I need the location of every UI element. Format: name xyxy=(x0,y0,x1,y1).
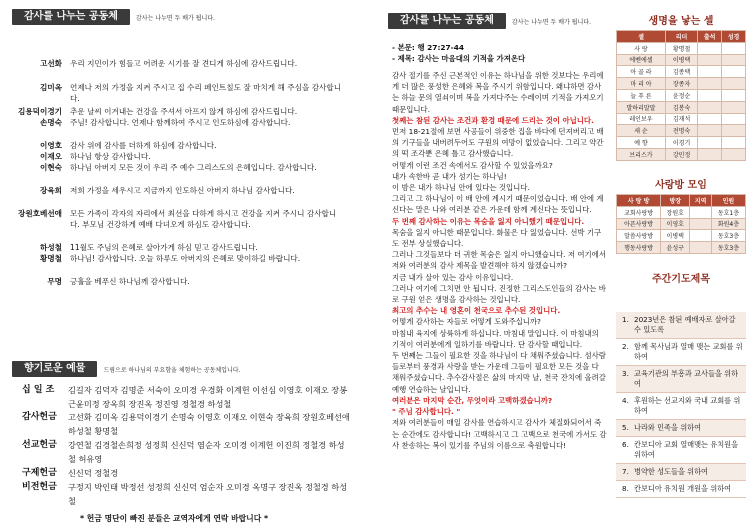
cells-cell: 에벤에셀 xyxy=(617,54,666,66)
sermon-paragraph: " 주님 감사합니다. " xyxy=(392,407,461,417)
cells-header-cell: 셀 xyxy=(617,31,666,43)
sermon-paragraph: 저와 여러분들이 매일 감사를 연습하시고 감사가 체질화되어서 죽는 순간에도 감사합니다! 고백하시고 그 고백으로 천국에 가서도 감사 찬송하는 복이 있기를 주님의 이름으로 축원합니다! xyxy=(392,418,607,450)
cells-cell: 강민정 xyxy=(665,148,697,160)
gratitude-name: 고선화 xyxy=(39,59,62,68)
prayer-number: 7. xyxy=(622,467,629,476)
sermon-paragraph: 어떻게 이런 조건 속에서도 감사할 수 있었을까요? xyxy=(392,160,553,170)
cells-cell xyxy=(698,89,722,101)
prayer-text: 나라와 민족을 위하여 xyxy=(634,423,702,432)
rooms-header-cell: 인원 xyxy=(711,195,745,207)
cells-cell xyxy=(722,101,746,113)
offering-names: 김길자 김덕자 김명준 서숙이 오미경 우경화 이계헌 이선심 이영호 이재오 장봉근윤미정 장옥희 장진옥 정진영 정철경 하성철 xyxy=(68,385,348,409)
cells-cell xyxy=(722,113,746,125)
prayer-text: 교육기관의 부흥과 교사들을 위하여 xyxy=(634,369,739,388)
gratitude-row xyxy=(0,82,345,104)
gratitude-name: 이현숙 xyxy=(39,163,62,172)
rooms-cell: 이영호 xyxy=(661,218,690,230)
cells-cell: 늘 푸 른 xyxy=(617,89,666,101)
cells-cell: 김봉숙 xyxy=(665,101,697,113)
cells-cell xyxy=(698,54,722,66)
gratitude-text: 추운 날씨 이겨내는 건강을 주셔서 아프지 않게 하심에 감사드립니다. xyxy=(70,107,298,116)
cells-cell xyxy=(722,125,746,137)
cells-cell: 브리스가 xyxy=(617,148,666,160)
cells-row xyxy=(617,125,746,137)
prayer-item xyxy=(616,312,746,339)
rooms-cell: 동호3층 xyxy=(711,230,745,242)
prayer-number: 3. xyxy=(622,369,629,378)
gratitude-text: 감사 위에 감사를 더하게 하심에 감사합니다. xyxy=(70,141,217,150)
sermon-paragraph: 이 밤은 내가 하나님 안에 있다는 것입니다. xyxy=(392,183,530,193)
cells-cell: 마 리 아 xyxy=(617,78,666,90)
cells-cell: 새 순 xyxy=(617,125,666,137)
cells-row xyxy=(617,42,746,54)
cells-row xyxy=(617,101,746,113)
gratitude-text: 하나님 아버지 모든 것이 우리 주 예수 그리스도의 은혜입니다. 감사합니다. xyxy=(70,163,317,172)
cells-row xyxy=(617,54,746,66)
cells-row xyxy=(617,148,746,160)
rooms-cell: 동호1층 xyxy=(711,206,745,218)
rooms-table xyxy=(616,194,746,254)
prayer-item xyxy=(616,366,746,393)
rooms-cell: 교회사랑방 xyxy=(617,206,661,218)
offering-row xyxy=(22,466,352,480)
cells-cell: 황명철 xyxy=(665,42,697,54)
gratitude-text: 저희 가정을 세우시고 지금까지 인도하신 아버지 하나님 감사합니다. xyxy=(70,186,295,195)
sermon-paragraph: 그러나 여기에 그치면 안 됩니다. 진정한 그리스도인들의 감사는 바로 구원 얻은 생명을 감사하는 것입니다. xyxy=(392,283,606,305)
cells-cell: 이병택 xyxy=(665,54,697,66)
rooms-cell xyxy=(690,242,712,254)
gratitude-text: 우리 지민이가 힘들고 어려운 시기를 잘 견디게 하심에 감사드립니다. xyxy=(70,59,298,68)
gratitude-name: 이재오 xyxy=(39,152,62,161)
sermon-paragraph: 어떻게 감사하는 자들로 어떻게 도와주십니까? xyxy=(392,317,541,327)
sermon-paragraph: 두 번째는 그들이 필요한 것을 하나님이 다 채워주셨습니다. 섬사람들로부터 풍경과 사랑을 받는 가운데 그들이 필요한 모든 것을 다 채워주셨습니다. 추수감사절은 삶의 마지막 날, 천국 잔치에 올려갈 예행 연습하는 날입니다. xyxy=(392,351,606,394)
cells-cell: 전명숙 xyxy=(665,125,697,137)
sermon-paragraph: 먼저 18-21절에 보면 사공들이 위중한 집을 바다에 던져버리고 배의 기구들을 내버려두어도 구원의 여망이 없었습니다. 그리고 약간의 떡 조각뿐 은혜 틀고 감사했습니다. xyxy=(392,127,604,159)
right-gratitude-title: 감사를 나누는 공동체 xyxy=(388,13,506,29)
gratitude-name: 장원호베선애 xyxy=(17,209,62,218)
sermon-paragraph: 감사 절기를 주신 근본적인 이유는 하나님을 위한 것보다는 우리에게 더 많은 풍성한 은혜와 복을 주시기 위함입니다. 왜냐하면 감사는 하늘 문의 열쇠이며 복을 가져다주는 수레이며 기적을 가져오기 때문입니다. xyxy=(392,71,604,114)
offering-category: 구제헌금 xyxy=(22,468,57,478)
gratitude-note: 감사는 나누면 두 배가 됩니다. xyxy=(135,14,215,22)
sermon-paragraph: 지금 내가 살아 있는 감사 이유입니다. xyxy=(392,272,514,282)
cells-cell xyxy=(698,125,722,137)
offering-category: 십 일 조 xyxy=(22,385,55,395)
sermon-scripture: - 본문: 행 27:27-44 xyxy=(392,43,465,52)
gratitude-name: 손명숙 xyxy=(39,118,62,127)
offering-row xyxy=(22,438,352,466)
gratitude-row xyxy=(0,162,345,173)
cells-cell xyxy=(722,78,746,90)
cells-cell xyxy=(698,42,722,54)
sermon-info xyxy=(392,42,525,64)
rooms-header-row xyxy=(617,195,746,207)
rooms-cell xyxy=(690,218,712,230)
sermon-title: - 제목: 감사는 마음대의 기적을 가져온다 xyxy=(392,54,526,63)
gratitude-row xyxy=(0,58,345,69)
cells-cell xyxy=(698,78,722,90)
gratitude-row xyxy=(0,208,345,230)
cells-cell xyxy=(698,148,722,160)
prayer-number: 4. xyxy=(622,396,629,405)
rooms-header-cell: 방장 xyxy=(661,195,690,207)
prayer-number: 5. xyxy=(622,423,629,432)
gratitude-row xyxy=(0,117,345,128)
rooms-row xyxy=(617,206,746,218)
gratitude-text: 언제나 저의 가정을 지켜 주시고 집 수리 페인트칠도 잘 마치게 해 주심을 감사합니다. xyxy=(70,83,342,103)
gratitude-row xyxy=(0,151,345,162)
offering-row xyxy=(22,410,352,438)
offering-row xyxy=(22,480,352,508)
rooms-cell: 장원호 xyxy=(661,206,690,218)
cells-title: 생명을 낳는 셀 xyxy=(648,16,714,27)
prayer-item xyxy=(616,437,746,464)
prayer-text: 칸보디아 교회 열매맺는 유치원을 위하여 xyxy=(634,440,739,459)
cells-row xyxy=(617,137,746,149)
sermon-paragraph: 그러나 그것들보다 더 귀한 목숨은 잃지 아니했습니다. 저 여기에서 저와 여러분의 감사 제목을 발견해야 하지 않겠습니까? xyxy=(392,250,606,271)
prayer-text: 2023년은 참된 예배자로 살아갈 수 있도록 xyxy=(634,315,736,334)
cells-cell xyxy=(698,113,722,125)
sermon-paragraph: 그리고 그 하나님이 이 배 안에 계시기 때문이었습니다. 배 안에 계신다는 말은 나와 여러분 같은 가운데 함께 계신다는 뜻입니다. xyxy=(392,194,604,215)
cells-cell: 예 향 xyxy=(617,137,666,149)
rooms-cell: 행동사랑방 xyxy=(617,242,661,254)
rooms-row xyxy=(617,218,746,230)
cells-cell xyxy=(722,137,746,149)
prayer-text: 칸보디아 유치원 개원을 위하여 xyxy=(634,484,732,493)
cells-row xyxy=(617,113,746,125)
sermon-paragraph: 두 번째 감사하는 이유는 목숨을 잃지 아니했기 때문입니다. xyxy=(392,216,585,226)
gratitude-text: 하나님 항상 감사합니다. xyxy=(70,152,151,161)
prayer-header xyxy=(616,272,746,288)
prayer-text: 후원하는 선교지와 국내 교회를 위하여 xyxy=(634,396,741,415)
gratitude-text: 긍휼을 베푸신 하나님께 감사합니다. xyxy=(70,277,190,286)
rooms-section xyxy=(616,178,746,254)
offering-names: 강연철 김경철손희정 성정희 신신덕 염순자 오미경 이계헌 이진희 정철경 하성철 허유영 xyxy=(68,440,345,464)
gratitude-header xyxy=(12,8,215,26)
cells-cell xyxy=(722,66,746,78)
gratitude-name: 하성철 xyxy=(39,243,62,252)
right-gratitude-note: 감사는 나누면 두 배가 됩니다. xyxy=(511,18,591,26)
cells-cell: 아 골 라 xyxy=(617,66,666,78)
offering-note: 드림으로 하나님의 부요함을 체험하는 공동체입니다. xyxy=(103,366,241,374)
offering-names: 고선화 김미옥 김용덕이경기 손명숙 이영호 이재오 이현숙 장육희 장원호베선애 하성철 황명철 xyxy=(68,412,350,436)
sermon-paragraph: 마침내 육지에 상륙하게 하십니다. 마침내 말입니다. 이 마침내의 기적이 여러분에게 일하기를 바랍니다. 단 감사할 때입니다. xyxy=(392,328,599,349)
cells-row xyxy=(617,78,746,90)
sermon-paragraph: 첫째는 참된 감사는 조건과 환경 때문에 드리는 것이 아닙니다. xyxy=(392,115,594,125)
prayer-item xyxy=(616,481,746,498)
right-gratitude-header xyxy=(388,12,591,30)
cells-section xyxy=(616,14,746,161)
rooms-cell xyxy=(690,230,712,242)
rooms-cell: 아픈사랑방 xyxy=(617,218,661,230)
cells-cell xyxy=(698,137,722,149)
cells-cell: 김종택 xyxy=(665,66,697,78)
offering-names: 구정지 박인태 박정선 성정희 신신덕 엄순자 오미경 옥명구 장진옥 정철경 하성철 xyxy=(68,482,348,506)
rooms-header-cell: 사 랑 방 xyxy=(617,195,661,207)
prayer-number: 1. xyxy=(622,315,629,324)
gratitude-row xyxy=(0,140,345,151)
gratitude-name: 이영호 xyxy=(39,141,62,150)
gratitude-row xyxy=(0,242,345,253)
cells-cell xyxy=(722,42,746,54)
rooms-cell: 이병택 xyxy=(661,230,690,242)
cells-table xyxy=(616,30,746,161)
cells-cell: 김재석 xyxy=(665,113,697,125)
cells-row xyxy=(617,89,746,101)
right-page xyxy=(376,0,750,530)
prayer-title: 주간기도제목 xyxy=(652,274,710,285)
rooms-cell: 화원4층 xyxy=(711,218,745,230)
offering-category: 감사헌금 xyxy=(22,412,57,422)
rooms-cell: 말씀사랑방 xyxy=(617,230,661,242)
cells-header-cell: 출석 xyxy=(698,31,722,43)
rooms-row xyxy=(617,242,746,254)
offering-footnote: * 헌금 명단이 빠진 분들은 교역자에게 연락 바랍니다 * xyxy=(80,514,269,523)
prayer-item xyxy=(616,420,746,437)
gratitude-title: 감사를 나누는 공동체 xyxy=(12,9,130,25)
rooms-title: 사랑방 모임 xyxy=(655,180,707,191)
gratitude-name: 황명철 xyxy=(39,254,62,263)
cells-cell: 이경기 xyxy=(665,137,697,149)
cells-cell xyxy=(698,101,722,113)
gratitude-name: 무명 xyxy=(47,277,62,286)
gratitude-row xyxy=(0,106,345,117)
prayer-number: 8. xyxy=(622,484,629,493)
cells-cell xyxy=(722,54,746,66)
gratitude-name: 김미옥 xyxy=(39,83,62,92)
gratitude-name: 김용덕이경기 xyxy=(17,107,62,116)
rooms-cell: 동호3층 xyxy=(711,242,745,254)
cells-cell xyxy=(722,148,746,160)
rooms-row xyxy=(617,230,746,242)
gratitude-row xyxy=(0,253,345,264)
prayer-text: 함께 목사님과 열매 맺는 교회를 위하여 xyxy=(634,342,743,361)
prayer-list xyxy=(616,312,746,498)
prayer-number: 6. xyxy=(622,440,629,449)
gratitude-row xyxy=(0,276,345,287)
gratitude-text: 하나님! 감사합니다. 오늘 하루도 아버지의 은혜로 맞이하길 바랍니다. xyxy=(70,254,301,263)
gratitude-text: 주님! 감사합니다. 언제나 함께하여 주시고 인도하심에 감사합니다. xyxy=(70,118,291,127)
sermon-paragraph: 내가 속한바 곧 내가 섬기는 하나님! xyxy=(392,171,507,181)
cells-cell: 사 랑 xyxy=(617,42,666,54)
offering-names: 신신덕 정철경 xyxy=(68,468,119,478)
prayer-text: 병약한 성도들을 위하여 xyxy=(634,467,709,476)
prayer-item xyxy=(616,339,746,366)
cells-header-row xyxy=(617,31,746,43)
cells-cell: 장종자 xyxy=(665,78,697,90)
offering-category: 비전헌금 xyxy=(22,482,57,492)
cells-header-cell: 성경 xyxy=(722,31,746,43)
sermon-body xyxy=(392,70,608,451)
cells-cell: 윤정순 xyxy=(665,89,697,101)
cells-row xyxy=(617,66,746,78)
prayer-number: 2. xyxy=(622,342,629,351)
cells-cell xyxy=(722,89,746,101)
cells-header-cell: 리더 xyxy=(665,31,697,43)
gratitude-text: 모든 가족이 각자의 자리에서 최선을 다하게 하시고 건강을 지켜 주시니 감사합니다. 부모님 건강하게 예배 다녀오게 하심도 감사합니다. xyxy=(70,209,337,229)
sermon-paragraph: 여러분은 마지막 순간, 무엇이라 고백하겠습니까? xyxy=(392,395,553,405)
rooms-header-cell: 지역 xyxy=(690,195,712,207)
offering-category: 선교헌금 xyxy=(22,440,57,450)
offering-row xyxy=(22,383,352,411)
cells-cell xyxy=(698,66,722,78)
gratitude-text: 11월도 주님의 은혜로 살아가게 하심 믿고 감사드립니다. xyxy=(70,243,258,252)
offering-header xyxy=(12,360,241,378)
rooms-cell: 윤성구 xyxy=(661,242,690,254)
cells-cell: 발하리말말 xyxy=(617,101,666,113)
rooms-cell xyxy=(690,206,712,218)
sermon-paragraph: 최고의 추수는 내 영혼이 천국으로 추수된 것입니다. xyxy=(392,306,561,316)
offering-title: 향기로운 예물 xyxy=(12,361,97,377)
cells-cell: 레인보우 xyxy=(617,113,666,125)
sermon-paragraph: 목숨을 잃지 아니한 때문입니다. 화물은 다 잃었습니다. 선박 기구도 전부 상실했습니다. xyxy=(392,227,602,249)
gratitude-name: 장육희 xyxy=(39,186,62,195)
prayer-item xyxy=(616,464,746,481)
gratitude-row xyxy=(0,185,345,196)
prayer-item xyxy=(616,393,746,420)
